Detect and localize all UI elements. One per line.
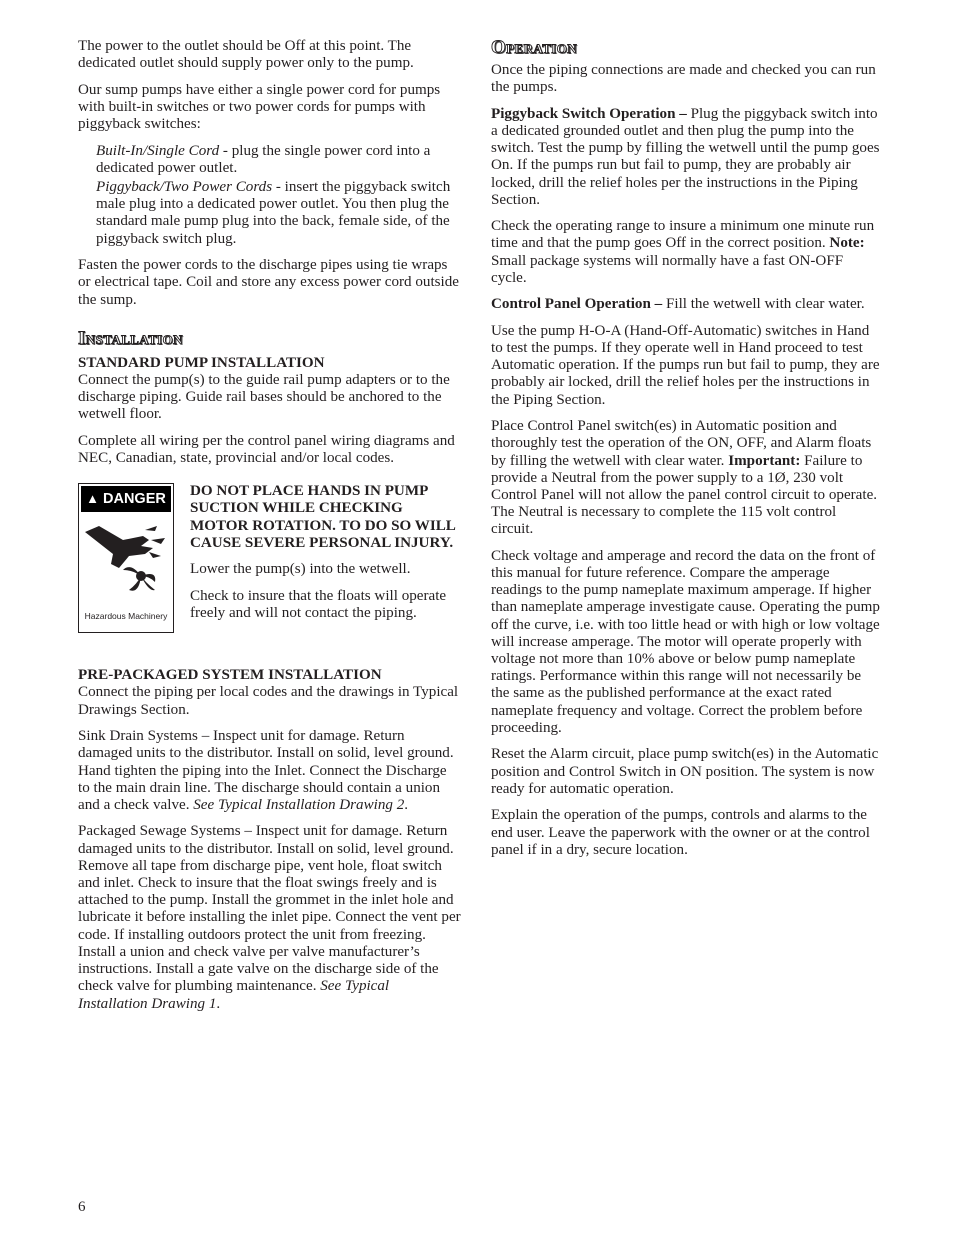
prepackaged-installation-text: Connect the piping per local codes and the drawings in Typical Drawings Section. [78, 684, 459, 718]
operating-range-paragraph [491, 218, 880, 287]
builtin-cord-label: Built-In/Single Cord [96, 142, 220, 159]
control-panel-paragraph [491, 296, 880, 313]
power-cords-paragraph: Our sump pumps have either a single power cord for pumps with built-in switches or two power cords for pumps with piggyback switches: [78, 81, 441, 133]
danger-warning-block [78, 483, 462, 659]
sink-drain-paragraph [78, 728, 462, 814]
piggyback-operation-text: Plug the piggyback switch into a dedicated grounded outlet and then plug the pump into the switch. Test the pump by filling the wetwell until the pump goes On. If the pumps run but fail to pump, they are probably air locked, drill the relief holes per the instructions in the Piping Section. [491, 105, 880, 208]
warning-triangle-icon: ▲ [86, 491, 100, 507]
automatic-test-paragraph [491, 418, 880, 538]
danger-label [81, 486, 171, 512]
outlet-paragraph: The power to the outlet should be Off at this point. The dedicated outlet should supply power only to the pump. [78, 38, 414, 72]
check-floats-text: Check to insure that the floats will operate freely and will not contact the piping. [190, 587, 447, 622]
note-label: Note: [829, 235, 865, 252]
standard-installation-heading: STANDARD PUMP INSTALLATION [78, 354, 325, 371]
prepackaged-installation-heading: PRE-PACKAGED SYSTEM INSTALLATION [78, 667, 382, 684]
installation-heading: Installation [78, 327, 183, 349]
sewage-systems-paragraph [78, 823, 462, 1012]
fasten-cords-paragraph: Fasten the power cords to the discharge pipes using tie wraps or electrical tape. Coil and store any excess power cord outside the sump. [78, 257, 459, 308]
piggyback-cord-item [96, 179, 462, 248]
sink-drain-reference: See Typical Installation Drawing 2 [193, 796, 405, 813]
builtin-cord-text: - plug the single power cord into a dedicated power outlet. [96, 142, 431, 176]
danger-sign [78, 483, 174, 633]
sink-drain-period: . [404, 796, 409, 813]
sink-drain-text: Sink Drain Systems – Inspect unit for damage. Return damaged units to the distributor. Install on solid, level ground. Hand tighten the piping into the Inlet. Connect the Discharge to the main drain line. The discharge should contain a union and a check valve. [78, 728, 454, 813]
hoa-switch-paragraph: Use the pump H-O-A (Hand-Off-Automatic) switches in Hand to test the pumps. If they operate well in Hand proceed to test Automatic operation. If the pumps run but fail to pump, they are probably air locked, drill the relief holes per the instructions in the Piping Section. [491, 322, 880, 408]
standard-installation-text: Connect the pump(s) to the guide rail pump adapters or to the discharge piping. Guide rail bases should be anchored to the wetwell floor. [78, 371, 450, 423]
control-panel-text: Fill the wetwell with clear water. [662, 296, 865, 313]
automatic-test-text: Place Control Panel switch(es) in Automatic position and thoroughly test the operation of the ON, OFF, and Alarm floats by filling the wetwell with clear water. [491, 418, 872, 469]
operation-intro: Once the piping connections are made and checked you can run the pumps. [491, 62, 876, 96]
control-panel-label: Control Panel Operation – [491, 296, 663, 313]
builtin-cord-item [96, 143, 462, 177]
danger-warning-text: DO NOT PLACE HANDS IN PUMP SUCTION WHILE CHECKING MOTOR ROTATION. TO DO SO WILL CAUSE SEVERE PERSONAL INJURY. [190, 483, 456, 551]
right-column [491, 38, 880, 868]
piggyback-cord-text: - insert the piggyback switch male plug into a dedicated power outlet. You then plug the standard male pump plug into the back, female side, of the piggyback switch plug. [96, 179, 451, 247]
operation-heading: Operation [491, 37, 578, 58]
operating-range-text: Check the operating range to insure a minimum one minute run time and that the pump goes Off in the correct position. [491, 218, 875, 252]
sewage-systems-period: . [216, 995, 221, 1012]
danger-label-text: DANGER [103, 491, 166, 508]
explain-operation-paragraph: Explain the operation of the pumps, controls and alarms to the end user. Leave the paperwork with the owner or at the control panel if in a dry, secure location. [491, 807, 870, 858]
note-text: Small package systems will normally have a fast ON-OFF cycle. [491, 252, 844, 286]
reset-alarm-paragraph: Reset the Alarm circuit, place pump switch(es) in the Automatic position and Control Switch in ON position. The system is now ready for automatic operation. [491, 746, 879, 797]
danger-caption: Hazardous Machinery [84, 611, 168, 622]
left-column [78, 38, 462, 1022]
page-number: 6 [78, 1199, 86, 1215]
sewage-systems-text: Packaged Sewage Systems – Inspect unit for damage. Return damaged units to the distributor. Install on solid, level ground. Remove all tape from discharge pipe, vent hole, float switch and inlet. Check to insure that the float swings freely and is attached to the pump. Install the grommet in the inlet hole and lubricate it before installing the inlet pipe. Connect the vent per code. If installing outdoors protect the unit from freezing. Install a union and check valve per valve manufacturer’s instructions. Install a gate valve on the discharge side of the check valve for plumbing maintenance. [78, 823, 461, 995]
important-text: Failure to provide a Neutral from the power supply to a 1Ø, 230 volt Control Panel will not allow the panel control circuit to operate. The Neutral is necessary to complete the 115 volt control circuit. [491, 452, 878, 538]
lower-pumps-text: Lower the pump(s) into the wetwell. [190, 561, 411, 578]
sewage-systems-reference: See Typical Installation Drawing 1 [78, 978, 390, 1012]
piggyback-operation-paragraph [491, 106, 880, 209]
voltage-amperage-paragraph: Check voltage and amperage and record the data on the front of this manual for future reference. Compare the amperage readings to the pump nameplate maximum amperage. If higher than nameplate amperage investigate cause. Operating the pump off the curve, i.e. with too little head or with high or low voltage will increase amperage. The motor will operate properly with voltage not more than 10% above or below pump nameplate ratings. Performance within this range will not necessarily be the same as the published performance at the exact rated nameplate frequency and voltage. Correct the problem before proceeding. [491, 547, 880, 736]
hand-impeller-hazard-icon [83, 518, 169, 598]
wiring-paragraph: Complete all wiring per the control panel wiring diagrams and NEC, Canadian, state, provincial and/or local codes. [78, 432, 455, 467]
danger-text-block [190, 483, 462, 631]
piggyback-cord-label: Piggyback/Two Power Cords [96, 179, 273, 196]
important-label: Important: [728, 452, 801, 469]
piggyback-operation-label: Piggyback Switch Operation – [491, 105, 687, 122]
